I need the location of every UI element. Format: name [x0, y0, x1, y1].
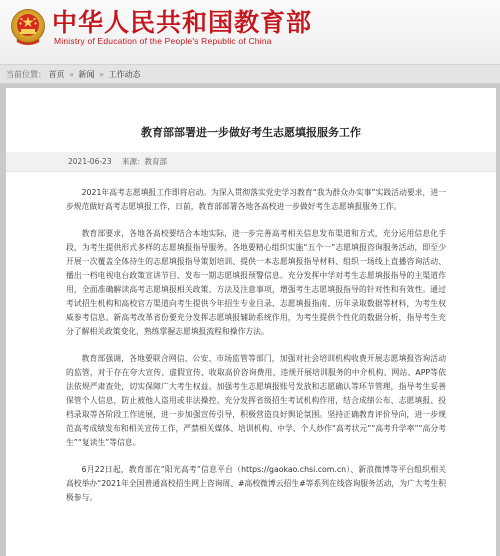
breadcrumb-news-link[interactable]: 新闻 [78, 70, 95, 79]
article-paragraph: 教育部强调，各地要联合网信、公安、市场监管等部门，加强对社会培训机构收费开展志愿填报咨询活动的监管，对于存在夸大宣传、虚假宣传、收取高价咨询费用、违规开展培训服务的中介机构、网站、APP等依法依规严肃查处，切实保障广大考生权益。加强考生志愿填报账号发放和志愿确认等环节管理，指导考生妥善保管个人信息，防止被他人盗用或非法操控。充分发挥省级招生考试机构作用，结合成绩公布、志愿填报、投档录取等各阶段工作进展，进一步加强宣传引导，积极营造良好舆论氛围。坚持正确教育评价导向，进一步规范高考成绩发布和相关宣传工作，严禁相关媒体、培训机构、中学、个人炒作“高考状元”“高考升学率”“高分考生”“复读生”等信息。 [66, 354, 446, 447]
article-paragraph: 教育部要求，各地各高校要结合本地实际，进一步完善高考相关信息发布渠道和方式，充分运用信息化手段，为考生提供形式多样的志愿填报指导服务。各地要精心组织实施“五个一”志愿填报咨询服务活动，即至少开展一次覆盖全体待生的志愿填报指导策划培训、提供一本志愿填报指导材料、组织一场线上直播咨询活动、播出一档电视电台政策宣讲节目、发布一期志愿填报预警信息。充分发挥中学对考生志愿填报指导的主渠道作用，全面准确解读高考志愿填报相关政策、方法及注意事项，增强考生志愿填报指导的针对性和有效性。通过考试招生机构和高校官方渠道向考生提供今年招生专业目录、志愿填报指南、历年录取数据等材料，为考生权威参考信息。新高考改革省份要充分发挥志愿填报辅助系统作用，为考生提供个性化的数据分析，指导考生充分了解相关政策变化，熟练掌握志愿填报流程和操作方法。 [66, 229, 446, 336]
breadcrumb-separator: » [69, 70, 74, 79]
breadcrumb-work-news-link[interactable]: 工作动态 [108, 70, 141, 79]
breadcrumb-separator: » [99, 70, 104, 79]
article-paragraph: 2021年高考志愿填报工作即将启动。为深入贯彻落实党史学习教育“我为群众办实事”实践活动要求，进一步规范做好高考志愿填报工作，日前，教育部部署各地各高校进一步做好考生志愿填报服务工作。 [66, 188, 446, 211]
article-title: 教育部部署进一步做好考生志愿填报服务工作 [141, 126, 361, 139]
article-meta-bar [6, 152, 496, 172]
national-emblem-icon [10, 8, 46, 48]
article-body [66, 186, 446, 518]
article-container [6, 88, 496, 556]
breadcrumb [0, 64, 500, 84]
breadcrumb-current-label: 当前位置： [6, 70, 46, 79]
site-title: 中华人民共和国教育部 [52, 8, 313, 37]
article-source: 来源：教育部 [121, 157, 167, 166]
site-header [0, 0, 500, 64]
article-paragraph: 6月22日起，教育部在“阳光高考”信息平台（https://gaokao.chsi.com.cn）、新浪微博等平台组织相关高校举办“2021年全国普通高校招生网上咨询周、#高校微博云招生#等系列在线咨询服务活动，为广大考生积极参与。 [66, 465, 447, 502]
article-date: 2021-06-23 [68, 157, 112, 166]
breadcrumb-home-link[interactable]: 首页 [48, 70, 65, 79]
site-subtitle-en: Ministry of Education of the People's Republic of China [54, 36, 272, 46]
